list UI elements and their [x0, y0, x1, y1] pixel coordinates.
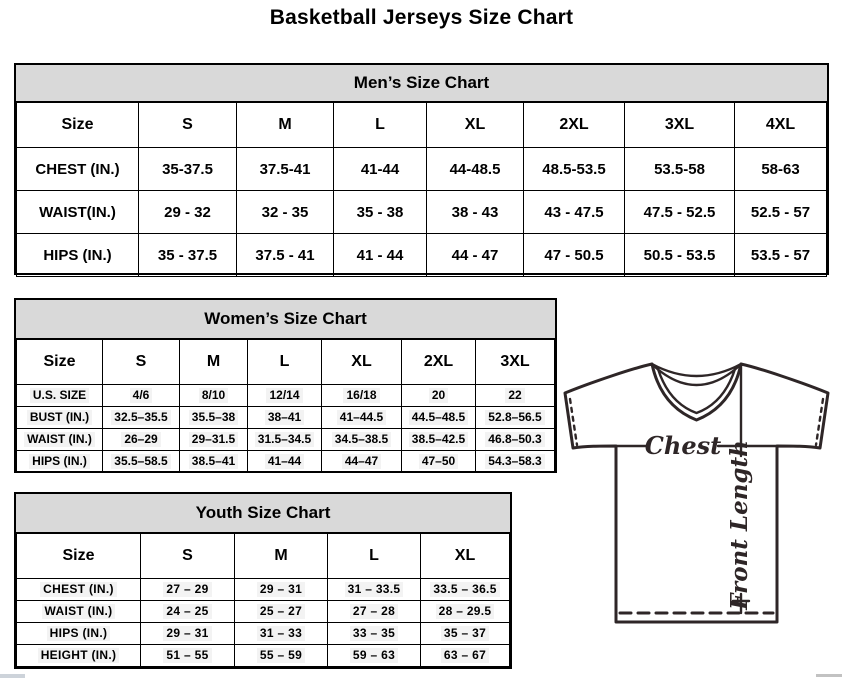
womens-size-chart-panel [14, 298, 557, 473]
size-value-cell: 53.5-58 [625, 148, 735, 191]
size-value-cell: 47.5 - 52.5 [625, 191, 735, 234]
size-value-cell: 27 – 29 [141, 579, 235, 601]
youth-height-row [17, 645, 510, 667]
row-label: CHEST (IN.) [17, 148, 139, 191]
size-value-cell: 55 – 59 [235, 645, 328, 667]
size-value-cell: 47 - 50.5 [524, 234, 625, 277]
size-value-cell: 28 – 29.5 [421, 601, 510, 623]
womens-waist-row [17, 429, 555, 451]
youth-chest-row [17, 579, 510, 601]
row-label [17, 623, 141, 645]
row-label-text: HIPS (IN.) [47, 626, 111, 641]
col-header-size: Size [17, 340, 103, 385]
womens-size-table [16, 339, 555, 473]
youth-waist-row [17, 601, 510, 623]
size-value-cell: 59 – 63 [328, 645, 421, 667]
size-value-cell: 44.5–48.5 [402, 407, 476, 429]
youth-size-table [16, 533, 510, 667]
col-header-s: S [141, 534, 235, 579]
size-value-cell: 52.5 - 57 [735, 191, 827, 234]
womens-bust-row [17, 407, 555, 429]
size-value-cell: 4/6 [103, 385, 180, 407]
chest-measure-label: Chest [644, 431, 722, 460]
col-header-3xl: 3XL [625, 103, 735, 148]
row-label-text: WAIST (IN.) [42, 604, 116, 619]
row-label [17, 579, 141, 601]
row-label-text: WAIST (IN.) [24, 432, 95, 447]
size-value-cell: 41–44.5 [322, 407, 402, 429]
mens-chest-row [17, 148, 827, 191]
womens-hips-row [17, 451, 555, 473]
size-value-cell: 35 - 38 [334, 191, 427, 234]
size-value-cell: 63 – 67 [421, 645, 510, 667]
size-value-cell: 8/10 [180, 385, 248, 407]
size-value-cell: 27 – 28 [328, 601, 421, 623]
womens-chart-title: Women’s Size Chart [16, 300, 555, 339]
size-value-cell: 31.5–34.5 [248, 429, 322, 451]
size-value-cell: 54.3–58.3 [476, 451, 555, 473]
size-value-cell: 43 - 47.5 [524, 191, 625, 234]
mens-size-chart-panel [14, 63, 829, 275]
size-value-cell: 46.8–50.3 [476, 429, 555, 451]
size-value-cell: 48.5-53.5 [524, 148, 625, 191]
youth-header-row [17, 534, 510, 579]
size-value-cell: 44 - 47 [427, 234, 524, 277]
row-label-text: CHEST (IN.) [40, 582, 117, 597]
size-value-cell: 44–47 [322, 451, 402, 473]
col-header-l: L [248, 340, 322, 385]
size-value-cell: 32.5–35.5 [103, 407, 180, 429]
row-label-text: HIPS (IN.) [29, 454, 90, 469]
size-value-cell: 50.5 - 53.5 [625, 234, 735, 277]
size-value-cell: 51 – 55 [141, 645, 235, 667]
size-value-cell: 41 - 44 [334, 234, 427, 277]
col-header-l: L [328, 534, 421, 579]
row-label [17, 601, 141, 623]
page-title: Basketball Jerseys Size Chart [269, 6, 574, 29]
size-value-cell: 38–41 [248, 407, 322, 429]
col-header-s: S [139, 103, 237, 148]
col-header-xl: XL [427, 103, 524, 148]
size-value-cell: 24 – 25 [141, 601, 235, 623]
size-value-cell: 52.8–56.5 [476, 407, 555, 429]
size-value-cell: 53.5 - 57 [735, 234, 827, 277]
col-header-m: M [235, 534, 328, 579]
col-header-2xl: 2XL [402, 340, 476, 385]
mens-header-row [17, 103, 827, 148]
horizontal-scrollbar-fragment-right[interactable] [816, 674, 842, 677]
size-value-cell: 26–29 [103, 429, 180, 451]
size-value-cell: 44-48.5 [427, 148, 524, 191]
row-label [17, 385, 103, 407]
mens-waist-row [17, 191, 827, 234]
size-value-cell: 12/14 [248, 385, 322, 407]
size-value-cell: 35.5–58.5 [103, 451, 180, 473]
size-value-cell: 29 - 32 [139, 191, 237, 234]
size-value-cell: 29 – 31 [141, 623, 235, 645]
jersey-outline [565, 364, 828, 622]
jersey-measurement-diagram [556, 358, 843, 630]
col-header-xl: XL [322, 340, 402, 385]
row-label [17, 645, 141, 667]
youth-size-chart-panel [14, 492, 512, 669]
size-value-cell: 38 - 43 [427, 191, 524, 234]
size-value-cell: 35.5–38 [180, 407, 248, 429]
row-label-text: U.S. SIZE [30, 388, 89, 403]
col-header-2xl: 2XL [524, 103, 625, 148]
size-value-cell: 41–44 [248, 451, 322, 473]
row-label-text: BUST (IN.) [27, 410, 92, 425]
size-value-cell: 37.5-41 [237, 148, 334, 191]
size-value-cell: 31 – 33.5 [328, 579, 421, 601]
size-value-cell: 16/18 [322, 385, 402, 407]
col-header-size: Size [17, 103, 139, 148]
size-value-cell: 29 – 31 [235, 579, 328, 601]
col-header-3xl: 3XL [476, 340, 555, 385]
col-header-xl: XL [421, 534, 510, 579]
size-value-cell: 34.5–38.5 [322, 429, 402, 451]
mens-size-table [16, 102, 827, 277]
size-value-cell: 32 - 35 [237, 191, 334, 234]
horizontal-scrollbar-fragment-left[interactable] [0, 674, 25, 678]
front-length-label: Front Length [726, 440, 753, 610]
size-value-cell: 38.5–41 [180, 451, 248, 473]
womens-ussize-row [17, 385, 555, 407]
col-header-4xl: 4XL [735, 103, 827, 148]
col-header-size: Size [17, 534, 141, 579]
row-label [17, 407, 103, 429]
size-value-cell: 37.5 - 41 [237, 234, 334, 277]
mens-chart-title: Men’s Size Chart [16, 65, 827, 102]
size-value-cell: 31 – 33 [235, 623, 328, 645]
size-value-cell: 20 [402, 385, 476, 407]
size-value-cell: 29–31.5 [180, 429, 248, 451]
womens-header-row [17, 340, 555, 385]
row-label: WAIST(IN.) [17, 191, 139, 234]
size-value-cell: 47–50 [402, 451, 476, 473]
row-label-text: HEIGHT (IN.) [38, 648, 120, 663]
col-header-m: M [237, 103, 334, 148]
row-label [17, 429, 103, 451]
size-value-cell: 33.5 – 36.5 [421, 579, 510, 601]
size-value-cell: 35 - 37.5 [139, 234, 237, 277]
size-value-cell: 33 – 35 [328, 623, 421, 645]
size-value-cell: 41-44 [334, 148, 427, 191]
size-value-cell: 38.5–42.5 [402, 429, 476, 451]
col-header-m: M [180, 340, 248, 385]
size-value-cell: 35-37.5 [139, 148, 237, 191]
mens-hips-row [17, 234, 827, 277]
size-value-cell: 22 [476, 385, 555, 407]
youth-hips-row [17, 623, 510, 645]
col-header-s: S [103, 340, 180, 385]
row-label: HIPS (IN.) [17, 234, 139, 277]
size-value-cell: 35 – 37 [421, 623, 510, 645]
youth-chart-title: Youth Size Chart [16, 494, 510, 533]
row-label [17, 451, 103, 473]
size-value-cell: 25 – 27 [235, 601, 328, 623]
col-header-l: L [334, 103, 427, 148]
size-value-cell: 58-63 [735, 148, 827, 191]
